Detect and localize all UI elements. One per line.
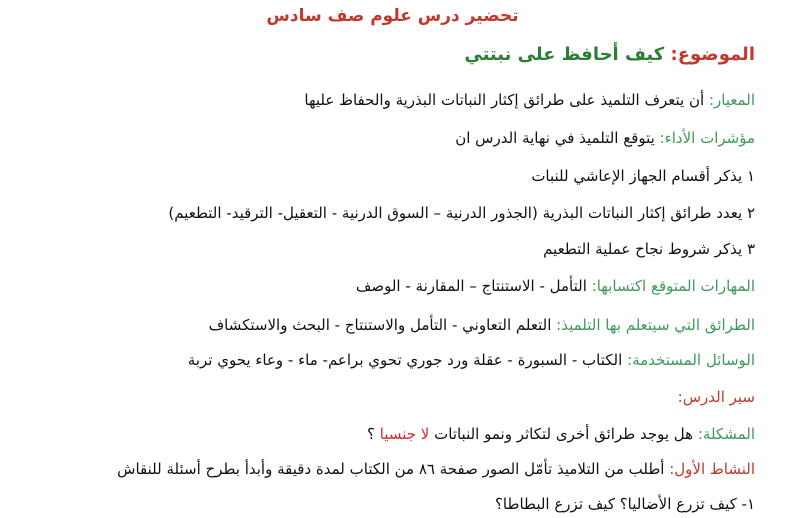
indicator-item-3: ٣ يذكر شروط نجاح عملية التطعيم — [543, 240, 755, 258]
methods-line — [209, 315, 755, 335]
skills-line — [356, 276, 755, 296]
standard-line — [304, 90, 755, 110]
topic-label: الموضوع: — [670, 44, 755, 65]
skills-text: التأمل - الاستنتاج – المقارنة - الوصف — [355, 277, 587, 295]
activity1-line — [117, 459, 755, 479]
lesson-flow-label: سير الدرس: — [677, 388, 755, 406]
lesson-flow-line — [678, 387, 755, 407]
problem-highlight: لا جنسيا — [379, 425, 430, 443]
topic-line — [464, 42, 755, 68]
indicator-item-2: ٢ يعدد طرائق إكثار النباتات البذرية (الجذور الدرنية – السوق الدرنية - التعقيل- الترقيد- التطعيم) — [168, 204, 755, 222]
activity1-text: أطلب من التلاميذ تأمّل الصور صفحة ٨٦ من الكتاب لمدة دقيقة وأبدأ بطرح أسئلة للنقاش — [117, 460, 665, 478]
methods-label: الطرائق التي سيتعلم بها التلميذ: — [556, 316, 755, 334]
tools-line — [188, 350, 755, 370]
indicator-item-1: ١ يذكر أقسام الجهاز الإعاشي للنبات — [531, 167, 755, 185]
problem-line — [367, 424, 755, 444]
problem-label: المشكلة: — [697, 425, 755, 443]
standard-text: أن يتعرف التلميذ على طرائق إكثار النباتات البذرية والحفاظ عليها — [304, 91, 705, 109]
indicators-line — [455, 128, 755, 148]
topic-value: كيف أحافظ على نبتتي — [464, 44, 665, 65]
tools-text: الكتاب - السبورة - عقلة ورد جوري تحوي براعم- ماء - وعاء يحوي تربة — [187, 351, 623, 369]
indicators-label: مؤشرات الأداء: — [659, 129, 755, 147]
indicators-text: يتوقع التلميذ في نهاية الدرس ان — [455, 129, 655, 147]
methods-text: التعلم التعاوني - التأمل والاستنتاج - البحث والاستكشاف — [208, 316, 552, 334]
activity1-label: النشاط الأول: — [669, 460, 755, 478]
document-title: تحضير درس علوم صف سادس — [266, 6, 519, 26]
problem-text: هل يوجد طرائق أخرى لتكاثر ونمو النباتات — [434, 425, 694, 443]
tools-label: الوسائل المستخدمة: — [627, 351, 755, 369]
standard-label: المعيار: — [708, 91, 755, 109]
problem-suffix: ؟ — [366, 425, 375, 443]
question-1: ١- كيف تزرع الأضاليا؟ كيف تزرع البطاطا؟ — [494, 495, 755, 513]
skills-label: المهارات المتوقع اكتسابها: — [591, 277, 755, 295]
